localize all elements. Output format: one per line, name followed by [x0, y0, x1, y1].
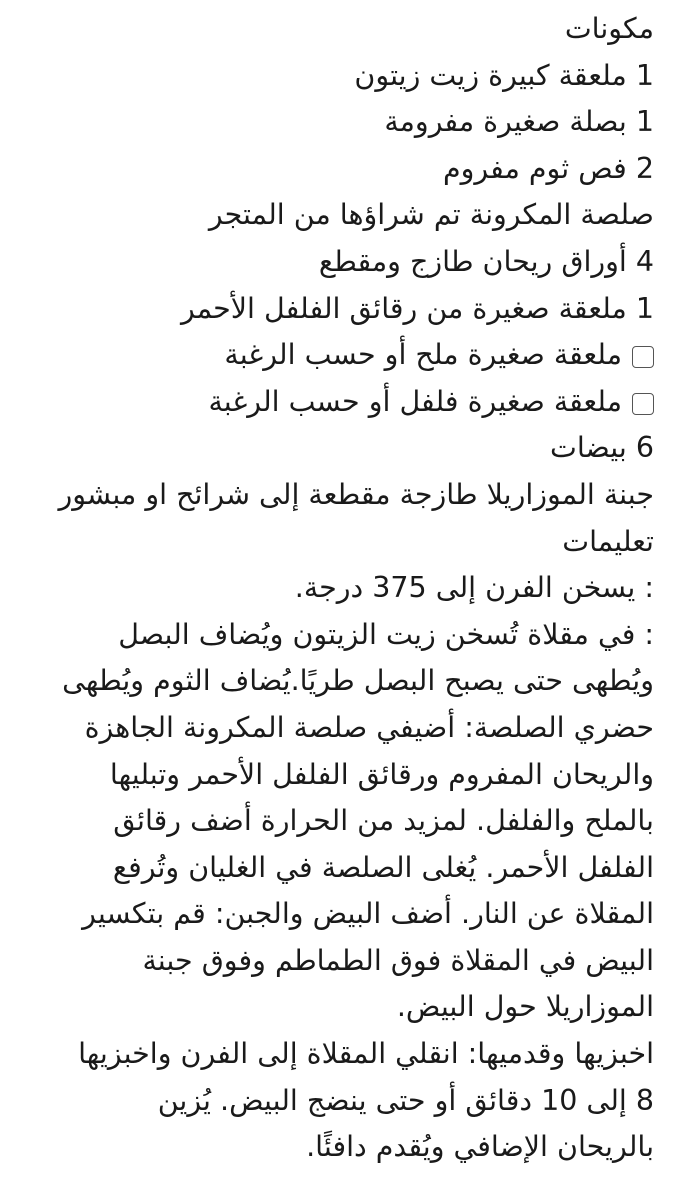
ingredient-item: جبنة الموزاريلا طازجة مقطعة إلى شرائح او مبشور — [58, 477, 654, 511]
checklist-item-pepper — [40, 379, 654, 426]
instruction-line: : يسخن الفرن إلى 375 درجة. — [294, 571, 654, 605]
ingredient-item: 2 فص ثوم مفروم — [443, 151, 654, 185]
ingredient-item: صلصة المكرونة تم شراؤها من المتجر — [208, 198, 654, 232]
instruction-line: البيض في المقلاة فوق الطماطم وفوق جبنة — [142, 943, 654, 977]
instruction-line: بالريحان الإضافي ويُقدم دافئًا. — [306, 1130, 654, 1164]
instruction-line: ويُطهى حتى يصبح البصل طريًا.يُضاف الثوم ويُطهى — [62, 664, 654, 698]
ingredient-item: 1 بصلة صغيرة مفرومة — [384, 105, 654, 139]
instruction-line: والريحان المفروم ورقائق الفلفل الأحمر وتبليها — [109, 757, 654, 791]
instruction-line: الفلفل الأحمر. يُغلى الصلصة في الغليان وتُرفع — [112, 850, 654, 884]
instruction-line: اخبزيها وقدميها: انقلي المقلاة إلى الفرن واخبزيها — [78, 1037, 654, 1071]
ingredients-heading: مكونات — [564, 12, 654, 45]
checklist-label: ملعقة صغيرة ملح أو حسب الرغبة — [224, 338, 622, 372]
ingredient-item: 6 بيضات — [550, 431, 654, 465]
instruction-line: الموزاريلا حول البيض. — [396, 990, 654, 1024]
instructions-body — [40, 565, 654, 1171]
instruction-line: حضري الصلصة: أضيفي صلصة المكرونة الجاهزة — [84, 710, 654, 744]
instruction-line: بالملح والفلفل. لمزيد من الحرارة أضف رقائق — [113, 804, 654, 838]
ingredient-item: 1 ملعقة كبيرة زيت زيتون — [354, 58, 654, 92]
checkbox-pepper[interactable] — [632, 393, 654, 415]
ingredient-item: 4 أوراق ريحان طازج ومقطع — [318, 244, 654, 278]
ingredient-item: 1 ملعقة صغيرة من رقائق الفلفل الأحمر — [180, 291, 654, 325]
checklist-item-salt — [40, 332, 654, 379]
instruction-line: : في مقلاة تُسخن زيت الزيتون ويُضاف البصل — [118, 617, 654, 651]
checklist-label: ملعقة صغيرة فلفل أو حسب الرغبة — [208, 384, 622, 418]
instruction-line: المقلاة عن النار. أضف البيض والجبن: قم بتكسير — [82, 897, 654, 931]
instructions-heading: تعليمات — [562, 524, 654, 558]
checkbox-salt[interactable] — [632, 346, 654, 368]
instruction-line: 8 إلى 10 دقائق أو حتى ينضج البيض. يُزين — [157, 1083, 654, 1117]
